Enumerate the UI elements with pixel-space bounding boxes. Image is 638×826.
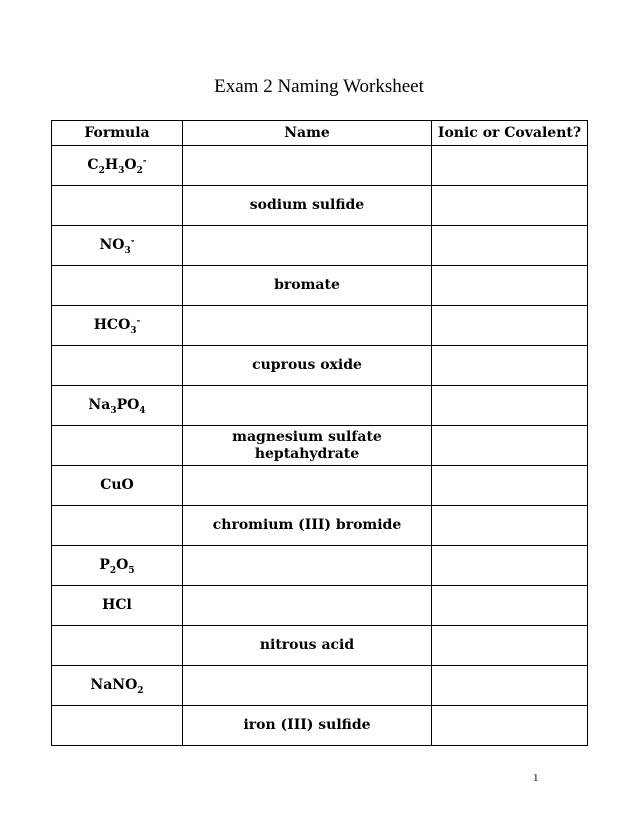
ionic-covalent-cell[interactable] <box>432 306 588 346</box>
table-row <box>52 266 588 306</box>
table-header-row <box>52 121 588 146</box>
page-number: 1 <box>533 772 539 784</box>
name-cell <box>183 666 432 706</box>
name-cell <box>183 306 432 346</box>
table-row <box>52 226 588 266</box>
ionic-covalent-cell[interactable] <box>432 626 588 666</box>
name-cell <box>183 386 432 426</box>
ionic-covalent-cell[interactable] <box>432 506 588 546</box>
formula-part: 3 <box>130 325 137 336</box>
name-cell <box>183 226 432 266</box>
formula-cell <box>52 146 183 186</box>
ionic-covalent-cell[interactable] <box>432 386 588 426</box>
name-cell <box>183 146 432 186</box>
header-type: Ionic or Covalent? <box>432 121 588 146</box>
table-row <box>52 666 588 706</box>
name-cell: cuprous oxide <box>183 346 432 386</box>
formula-part: C <box>87 157 99 173</box>
ionic-covalent-cell[interactable] <box>432 346 588 386</box>
formula-part: O <box>124 157 137 173</box>
formula-part: CuO <box>100 477 134 493</box>
ionic-covalent-cell[interactable] <box>432 666 588 706</box>
table-row <box>52 706 588 746</box>
formula-cell <box>52 386 183 426</box>
formula-cell <box>52 186 183 226</box>
formula-cell <box>52 426 183 466</box>
ionic-covalent-cell[interactable] <box>432 226 588 266</box>
table-row <box>52 146 588 186</box>
formula-part: 2 <box>109 565 117 576</box>
formula-cell <box>52 306 183 346</box>
formula-part: 2 <box>137 685 144 696</box>
formula-part: NO <box>99 237 125 253</box>
formula-part: 3 <box>118 165 125 176</box>
formula-part: O <box>116 557 129 573</box>
formula-cell <box>52 706 183 746</box>
ionic-covalent-cell[interactable] <box>432 146 588 186</box>
name-cell <box>183 466 432 506</box>
name-cell: magnesium sulfate heptahydrate <box>183 426 432 466</box>
formula-cell <box>52 346 183 386</box>
ionic-covalent-cell[interactable] <box>432 266 588 306</box>
header-name: Name <box>183 121 432 146</box>
table-row <box>52 466 588 506</box>
ionic-covalent-cell[interactable] <box>432 586 588 626</box>
formula-part: 3 <box>124 245 131 256</box>
name-cell: iron (III) sulfide <box>183 706 432 746</box>
table-row <box>52 306 588 346</box>
formula-part: Na <box>88 397 111 413</box>
table-row <box>52 626 588 666</box>
formula-part: 4 <box>139 405 146 416</box>
table-row <box>52 426 588 466</box>
formula-part: 2 <box>98 165 105 176</box>
table-row <box>52 546 588 586</box>
page-title: Exam 2 Naming Worksheet <box>214 76 424 97</box>
name-cell: chromium (III) bromide <box>183 506 432 546</box>
table-row <box>52 586 588 626</box>
formula-part: 3 <box>110 405 117 416</box>
ionic-covalent-cell[interactable] <box>432 186 588 226</box>
formula-cell <box>52 266 183 306</box>
table-row <box>52 186 588 226</box>
table-row <box>52 346 588 386</box>
formula-cell <box>52 226 183 266</box>
formula-part: PO <box>116 397 140 413</box>
name-cell: nitrous acid <box>183 626 432 666</box>
table-row <box>52 386 588 426</box>
formula-part: 5 <box>128 565 135 576</box>
formula-cell <box>52 546 183 586</box>
ionic-covalent-cell[interactable] <box>432 546 588 586</box>
formula-part: HCO <box>93 317 131 333</box>
name-cell: sodium sulfide <box>183 186 432 226</box>
formula-cell <box>52 506 183 546</box>
formula-part: - <box>142 156 147 167</box>
ionic-covalent-cell[interactable] <box>432 706 588 746</box>
table-row <box>52 506 588 546</box>
name-cell <box>183 546 432 586</box>
formula-part: P <box>99 557 110 573</box>
formula-cell <box>52 666 183 706</box>
formula-cell <box>52 466 183 506</box>
formula-part: - <box>130 236 135 247</box>
formula-part: NaNO <box>90 677 138 693</box>
formula-cell <box>52 586 183 626</box>
ionic-covalent-cell[interactable] <box>432 426 588 466</box>
formula-part: 2 <box>136 165 143 176</box>
name-cell <box>183 586 432 626</box>
formula-part: - <box>136 316 141 327</box>
formula-cell <box>52 626 183 666</box>
formula-part: HCl <box>102 597 132 613</box>
ionic-covalent-cell[interactable] <box>432 466 588 506</box>
header-formula: Formula <box>52 121 183 146</box>
name-cell: bromate <box>183 266 432 306</box>
naming-table <box>51 120 588 746</box>
formula-part: H <box>104 157 119 173</box>
